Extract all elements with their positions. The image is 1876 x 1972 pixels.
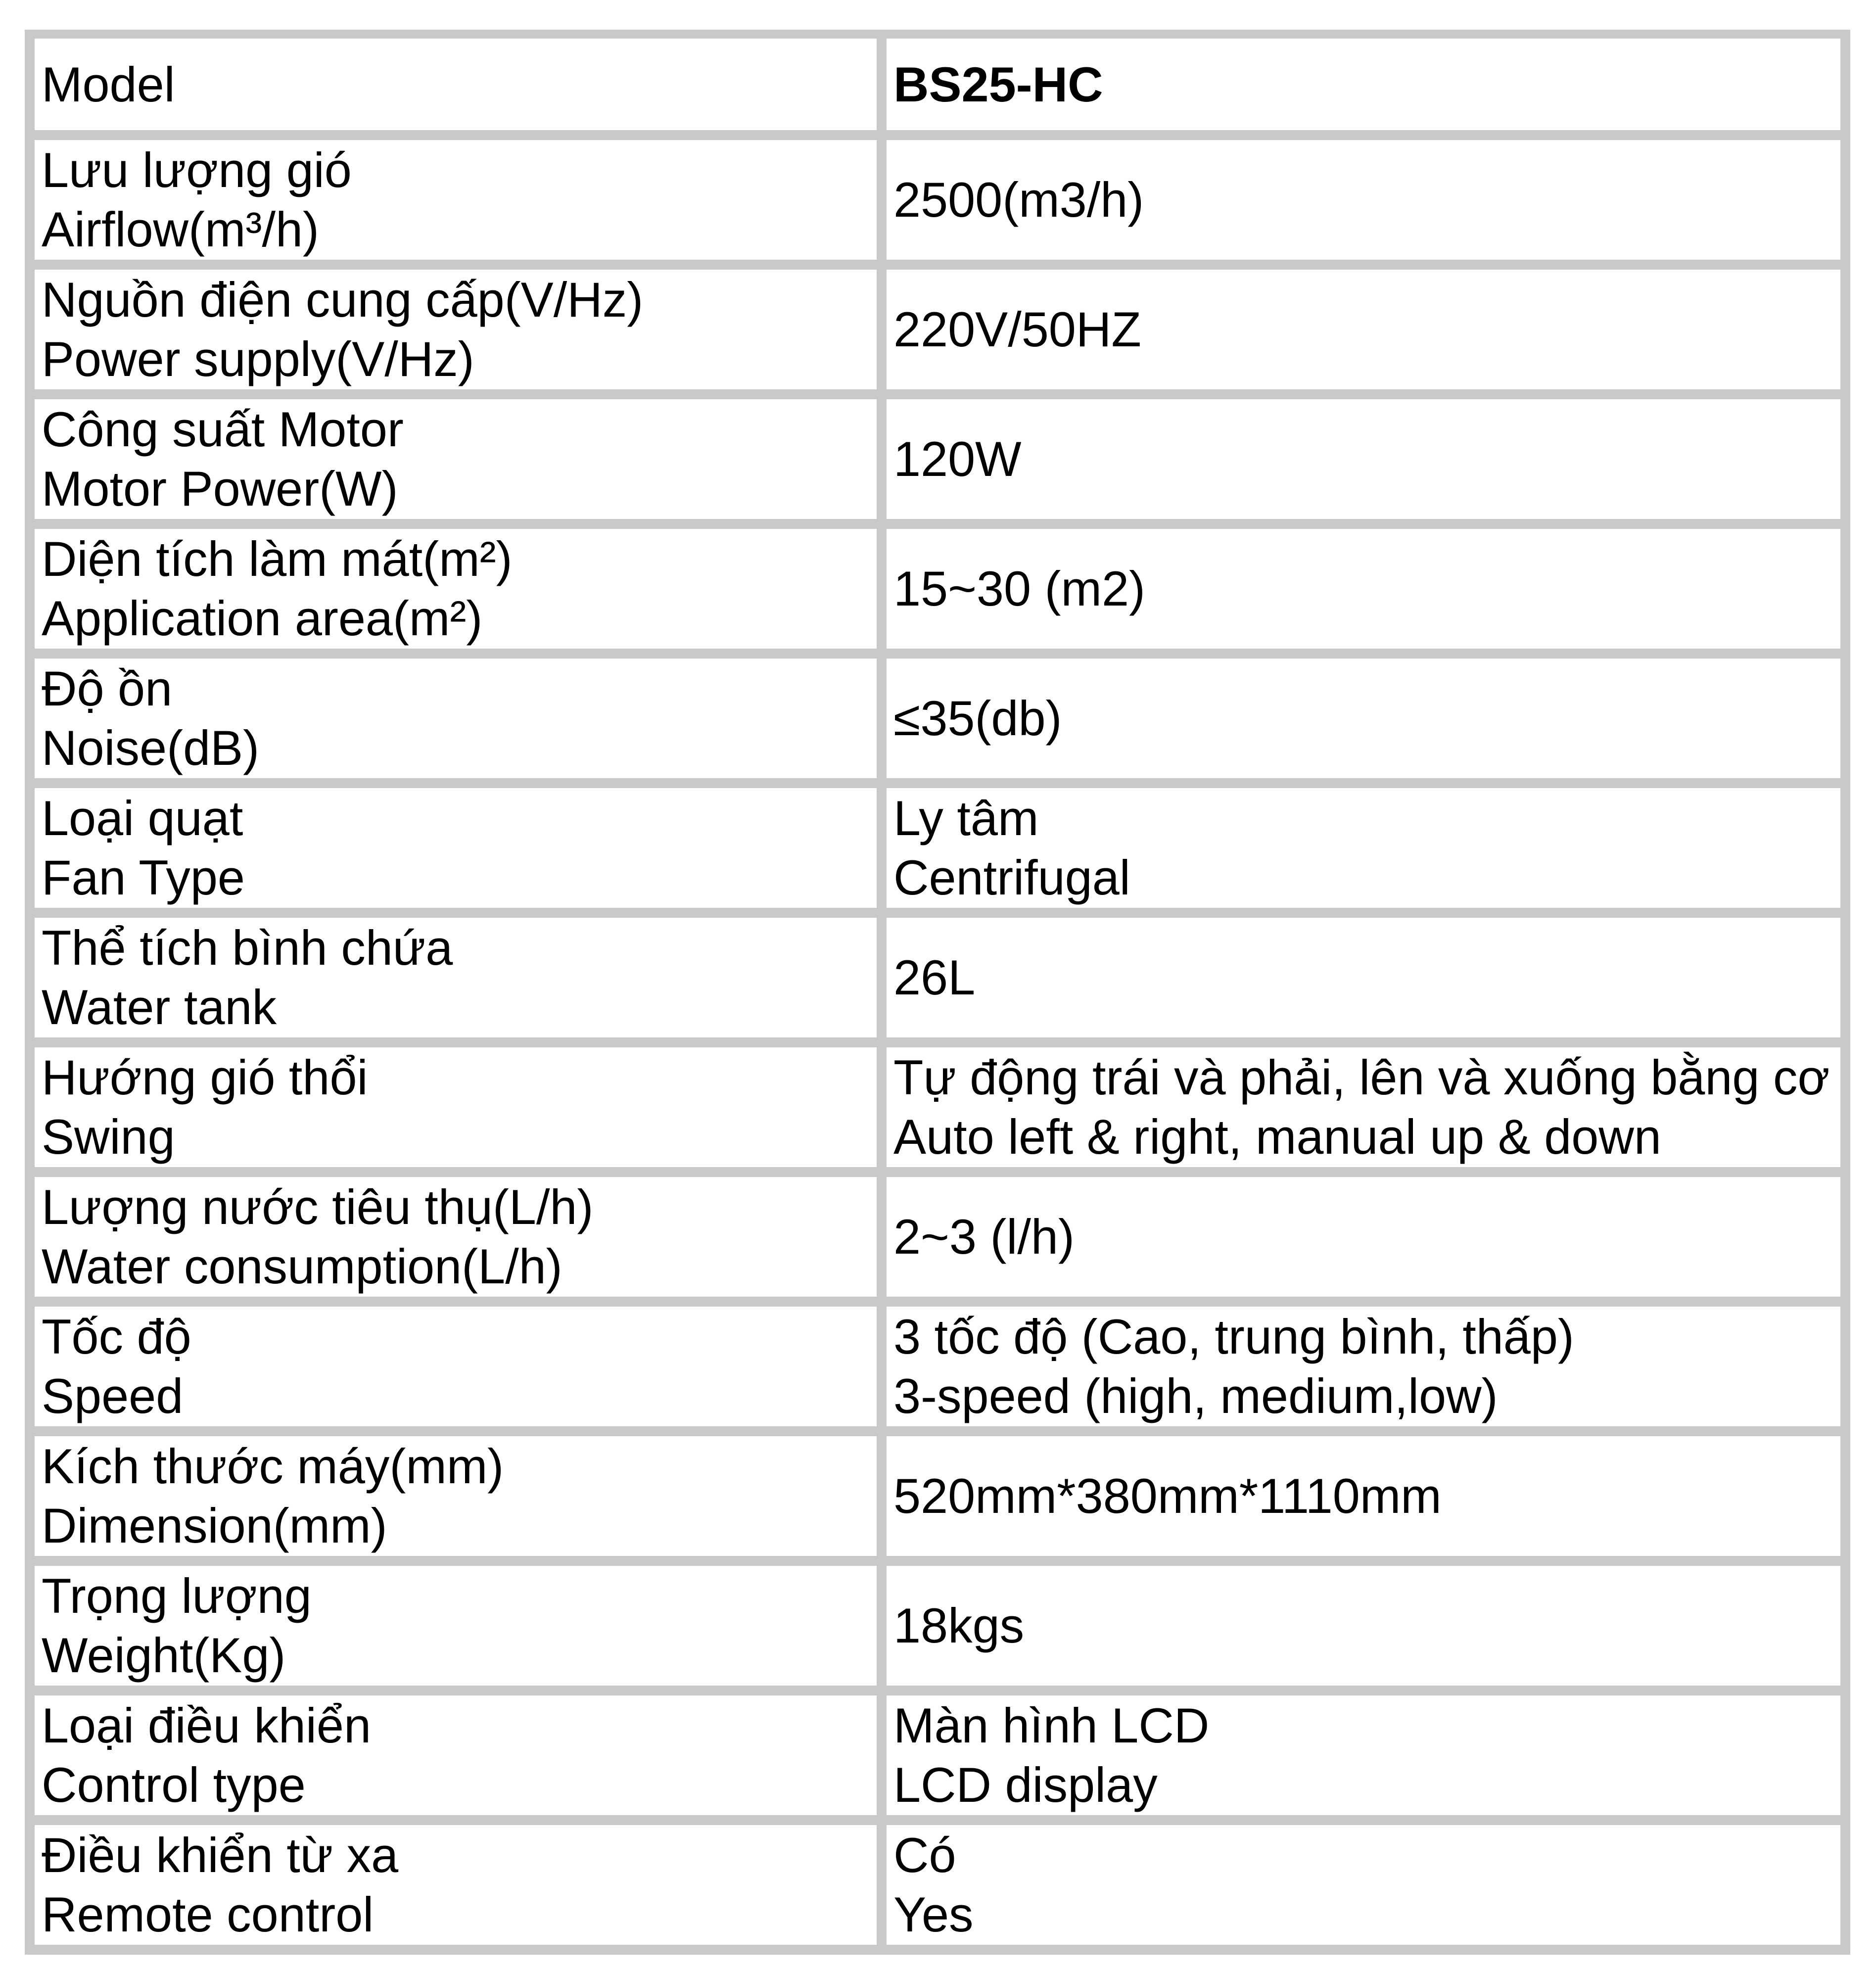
spec-label-cell [35,529,877,649]
spec-value-cell [887,658,1840,778]
spec-value-cell [887,1436,1840,1556]
spec-value-line: 26L [893,950,976,1005]
spec-value-line: 3-speed (high, medium,low) [893,1368,1498,1423]
spec-label-line: Motor Power(W) [42,461,398,516]
spec-label-line: Control type [42,1757,306,1812]
spec-value-line: 15~30 (m2) [893,561,1146,616]
spec-label-cell [35,140,877,260]
spec-value-line: Tự động trái và phải, lên và xuống bằng cơ [893,1050,1830,1105]
spec-label-line: Loại quạt [42,791,243,845]
spec-label-line: Noise(dB) [42,720,260,775]
spec-label-cell [35,1825,877,1945]
spec-label-line: Công suất Motor [42,402,404,457]
spec-label-line: Application area(m²) [42,591,483,646]
spec-table [25,30,1850,1955]
spec-value-line: Auto left & right, manual up & down [893,1109,1661,1164]
spec-value-cell [887,399,1840,519]
spec-label-line: Fan Type [42,850,245,905]
spec-label-line: Power supply(V/Hz) [42,331,474,386]
spec-label-line: Nguồn điện cung cấp(V/Hz) [42,272,644,327]
spec-value-cell [887,39,1840,130]
spec-value-cell [887,1825,1840,1945]
spec-label-line: Water consumption(L/h) [42,1239,563,1294]
spec-label-line: Remote control [42,1887,374,1942]
spec-value-cell [887,788,1840,908]
spec-value-cell [887,1566,1840,1686]
spec-value-line: Yes [893,1887,974,1942]
spec-value-cell [887,1695,1840,1815]
spec-value-line: LCD display [893,1757,1158,1812]
spec-label-line: Lưu lượng gió [42,142,352,197]
spec-label-cell [35,1177,877,1297]
spec-value-line: Ly tâm [893,791,1039,845]
spec-value-line: 3 tốc độ (Cao, trung bình, thấp) [893,1309,1574,1364]
spec-value-line: Centrifugal [893,850,1130,905]
spec-value-line: Có [893,1828,956,1882]
spec-label-cell [35,1047,877,1167]
spec-label-line: Trọng lượng [42,1568,312,1623]
spec-value-line: ≤35(db) [893,691,1062,746]
spec-value-cell [887,140,1840,260]
spec-label-line: Water tank [42,980,277,1034]
spec-value-line: 520mm*380mm*1110mm [893,1468,1442,1523]
spec-label-line: Lượng nước tiêu thụ(L/h) [42,1179,594,1234]
spec-label-cell [35,270,877,389]
spec-label-cell [35,399,877,519]
spec-label-line: Loại điều khiển [42,1698,372,1753]
spec-value-cell [887,918,1840,1037]
spec-value-line: Màn hình LCD [893,1698,1210,1753]
spec-label-cell [35,788,877,908]
spec-value-cell [887,1307,1840,1426]
spec-label-cell [35,1307,877,1426]
spec-value-line: 18kgs [893,1598,1025,1653]
spec-value-line: 2500(m3/h) [893,172,1144,227]
spec-value-line: BS25-HC [893,56,1103,112]
spec-label-line: Model [42,56,175,112]
spec-label-cell [35,918,877,1037]
spec-label-cell [35,1566,877,1686]
spec-label-line: Airflow(m³/h) [42,202,319,257]
spec-value-line: 2~3 (l/h) [893,1209,1075,1264]
spec-label-cell [35,39,877,130]
spec-value-cell [887,270,1840,389]
spec-label-line: Weight(Kg) [42,1628,286,1683]
spec-label-line: Thể tích bình chứa [42,920,453,975]
spec-value-line: 120W [893,431,1022,486]
spec-label-cell [35,1436,877,1556]
spec-label-line: Diện tích làm mát(m²) [42,531,513,586]
spec-label-line: Hướng gió thổi [42,1050,368,1105]
spec-value-line: 220V/50HZ [893,302,1141,357]
spec-label-line: Swing [42,1109,175,1164]
spec-label-line: Speed [42,1368,184,1423]
spec-label-line: Tốc độ [42,1309,191,1364]
spec-label-line: Kích thước máy(mm) [42,1439,504,1494]
spec-label-cell [35,658,877,778]
spec-value-cell [887,1177,1840,1297]
spec-value-cell [887,1047,1840,1167]
spec-label-cell [35,1695,877,1815]
spec-label-line: Độ ồn [42,661,173,716]
spec-label-line: Điều khiển từ xa [42,1828,399,1882]
spec-value-cell [887,529,1840,649]
spec-label-line: Dimension(mm) [42,1498,387,1553]
